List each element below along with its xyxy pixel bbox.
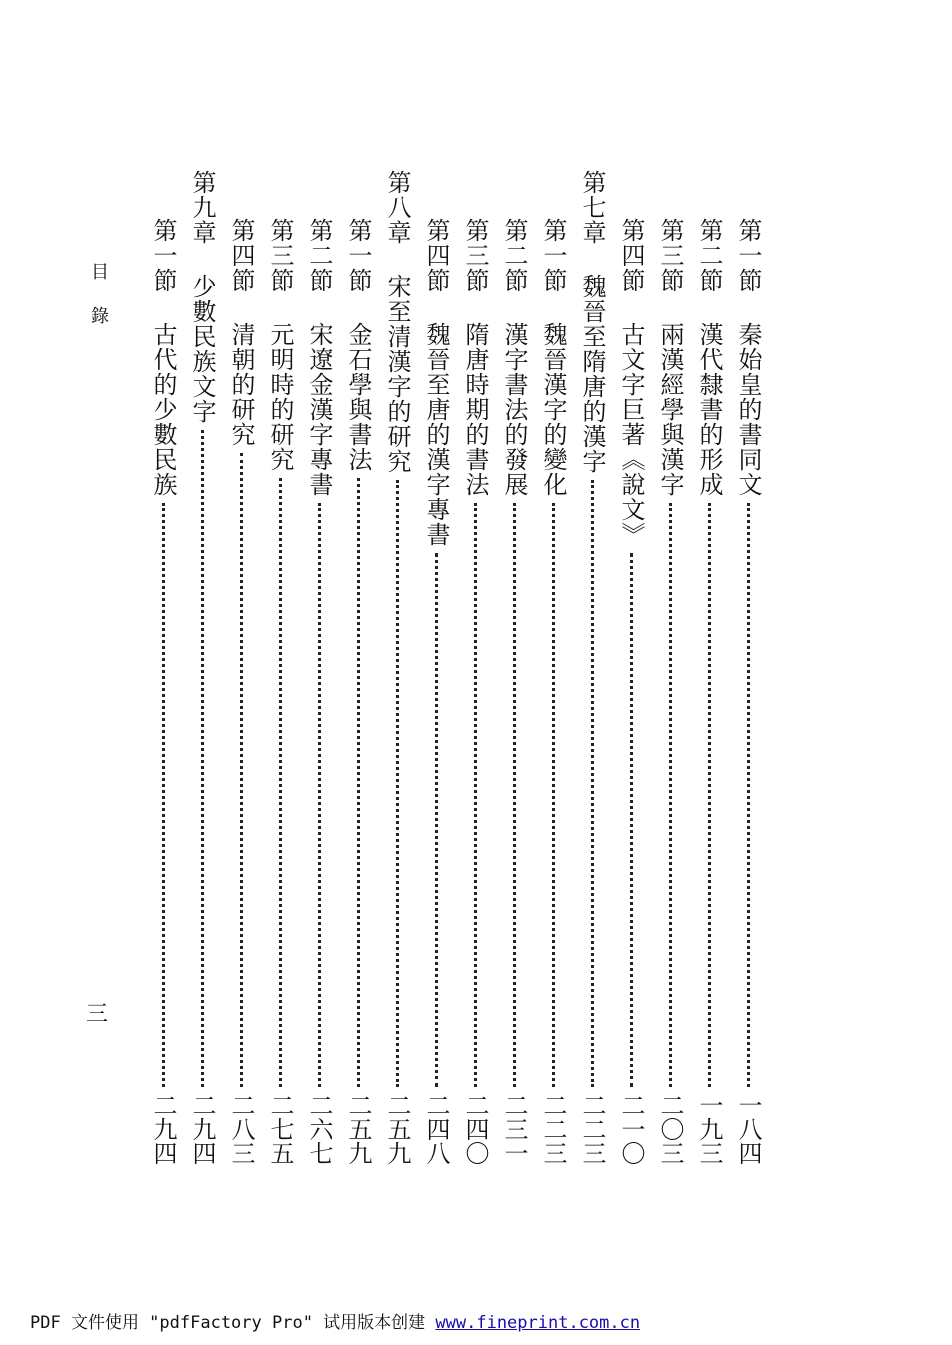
entry-page: 一九三 [695,1093,723,1165]
entry-page: 二二三 [539,1093,567,1165]
dot-leader [708,503,711,1087]
toc-entry [148,218,178,1165]
toc-header: 目錄 [88,262,109,350]
entry-title: 第一節 金石學與書法 [344,218,372,472]
entry-title: 第三節 隋唐時期的書法 [461,218,489,497]
entry-title: 第一節 秦始皇的書同文 [734,218,762,497]
dot-leader [513,503,516,1087]
entry-title: 第二節 漢字書法的發展 [500,218,528,497]
dot-leader [552,503,555,1087]
dot-leader [279,478,282,1087]
entry-title: 第三節 元明時的研究 [266,218,294,472]
entry-page: 二三一 [500,1093,528,1165]
toc-entry [733,218,763,1165]
dot-leader [240,453,243,1087]
entry-title: 第四節 清朝的研究 [227,218,255,447]
pdf-footer [30,1308,640,1333]
entry-title: 第八章 宋至清漢字的研究 [383,170,411,474]
entry-page: 一八四 [734,1093,762,1165]
dot-leader [435,553,438,1087]
toc-entry [460,218,490,1165]
toc-entry [265,218,295,1165]
toc-entry [655,218,685,1165]
toc-entry [577,170,607,1165]
dot-leader [396,480,399,1087]
entry-page: 二五九 [383,1093,411,1165]
entry-title: 第二節 宋遼金漢字專書 [305,218,333,497]
entry-page: 二六七 [305,1093,333,1165]
toc-entry [382,170,412,1165]
toc-entry [499,218,529,1165]
entry-page: 二四八 [422,1093,450,1165]
entry-page: 二九四 [149,1093,177,1165]
entry-title: 第九章 少數民族文字 [188,170,216,424]
entry-page: 二四〇 [461,1093,489,1165]
page-number: 三 [86,1002,109,1027]
dot-leader [630,553,633,1087]
toc-entry [226,218,256,1165]
entry-title: 第一節 古代的少數民族 [149,218,177,497]
toc-entry [538,218,568,1165]
dot-leader [474,503,477,1087]
entry-title: 第二節 漢代隸書的形成 [695,218,723,497]
entry-page: 二〇三 [656,1093,684,1165]
entry-title: 第七章 魏晉至隋唐的漢字 [578,170,606,474]
dot-leader [669,503,672,1087]
toc-entry [304,218,334,1165]
toc-entry [187,170,217,1165]
entry-title: 第四節 古文字巨著《說文》 [617,218,645,547]
entry-title: 第一節 魏晉漢字的變化 [539,218,567,497]
dot-leader [747,503,750,1087]
entry-page: 二五九 [344,1093,372,1165]
footer-text: PDF 文件使用 "pdfFactory Pro" 试用版本创建 [30,1313,436,1333]
toc-entry [343,218,373,1165]
entry-page: 二八三 [227,1093,255,1165]
dot-leader [318,503,321,1087]
dot-leader [201,430,204,1087]
toc-entry [616,218,646,1165]
entry-title: 第四節 魏晉至唐的漢字專書 [422,218,450,547]
toc-entry [694,218,724,1165]
toc-entry [421,218,451,1165]
entry-title: 第三節 兩漢經學與漢字 [656,218,684,497]
entry-page: 二九四 [188,1093,216,1165]
footer-link[interactable]: www.fineprint.com.cn [435,1313,641,1333]
dot-leader [591,480,594,1087]
entry-page: 二一〇 [617,1093,645,1165]
entry-page: 二二三 [578,1093,606,1165]
dot-leader [357,478,360,1087]
entry-page: 二七五 [266,1093,294,1165]
dot-leader [162,503,165,1087]
